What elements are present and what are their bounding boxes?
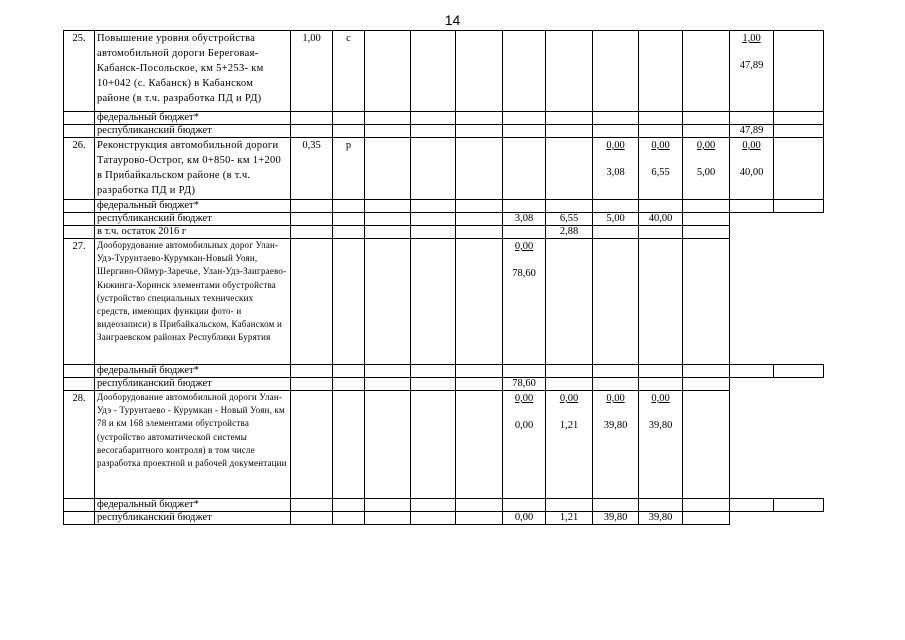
table-row [64, 112, 824, 125]
empty-cell [639, 112, 683, 125]
empty-cell [456, 239, 503, 365]
empty-cell [291, 200, 333, 213]
empty-cell [546, 378, 593, 391]
empty-cell [291, 213, 333, 226]
value-bottom: 5,00 [696, 167, 716, 178]
empty-cell [503, 365, 546, 378]
empty-cell [683, 112, 730, 125]
value-cell [593, 138, 639, 200]
program-table [63, 30, 824, 525]
empty-cell [639, 200, 683, 213]
value-bottom: 3,08 [606, 167, 625, 178]
table-row [64, 365, 824, 378]
empty-cell [64, 365, 95, 378]
empty-cell [503, 138, 546, 200]
work-type-cell: с [333, 31, 365, 112]
empty-cell [365, 391, 411, 499]
value-bottom: 40,00 [739, 167, 764, 178]
empty-cell [546, 138, 593, 200]
empty-cell [546, 499, 593, 512]
empty-cell [456, 499, 503, 512]
empty-cell [593, 378, 639, 391]
empty-cell [411, 239, 456, 365]
empty-cell [411, 112, 456, 125]
table-row [64, 125, 824, 138]
row-number: 26. [64, 138, 95, 200]
value-top: 1,00 [742, 33, 761, 44]
empty-cell [730, 200, 774, 213]
empty-cell [683, 365, 730, 378]
empty-cell [456, 365, 503, 378]
value-top: 0,00 [696, 140, 716, 151]
value-cell: 47,89 [730, 125, 774, 138]
empty-cell [411, 512, 456, 525]
empty-cell [639, 125, 683, 138]
empty-cell [291, 378, 333, 391]
empty-cell [411, 391, 456, 499]
value-cell [503, 239, 546, 365]
table-row [64, 512, 824, 525]
empty-cell [546, 112, 593, 125]
budget-label: в т.ч. остаток 2016 г [95, 226, 291, 239]
empty-cell [333, 499, 365, 512]
empty-cell [64, 226, 95, 239]
empty-cell [411, 125, 456, 138]
page-number: 14 [444, 12, 461, 28]
table-row [64, 239, 824, 365]
empty-cell [411, 365, 456, 378]
empty-cell [333, 200, 365, 213]
empty-cell [593, 239, 639, 365]
empty-cell [411, 499, 456, 512]
budget-label: федеральный бюджет* [95, 112, 291, 125]
empty-cell [593, 226, 639, 239]
table-row [64, 378, 824, 391]
empty-cell [503, 125, 546, 138]
value-top: 0,00 [559, 393, 579, 404]
value-cell: 1,21 [546, 512, 593, 525]
empty-cell [333, 226, 365, 239]
table-row [64, 213, 824, 226]
empty-cell [503, 200, 546, 213]
empty-cell [730, 499, 774, 512]
empty-cell [503, 499, 546, 512]
value-bottom: 78,60 [512, 268, 536, 279]
table-row [64, 226, 824, 239]
empty-cell [593, 365, 639, 378]
empty-cell [291, 125, 333, 138]
empty-cell [411, 200, 456, 213]
value-cell: 78,60 [503, 378, 546, 391]
object-name: Реконструкция автомобильной дороги Татаурово-Острог, км 0+850- км 1+200 в Прибайкальском районе (в т.ч. разработка ПД и РД) [95, 138, 291, 200]
empty-cell [333, 365, 365, 378]
empty-cell [64, 213, 95, 226]
empty-cell [291, 226, 333, 239]
empty-cell [683, 391, 730, 499]
empty-cell [365, 138, 411, 200]
budget-label: республиканский бюджет [95, 512, 291, 525]
empty-cell [64, 200, 95, 213]
object-name: Дооборудование автомобильных дорог Улан-Удэ-Турунтаево-Курумкан-Новый Уоян, Шергино-Оймур-Заречье, Улан-Удэ-Заиграево-Кижинга-Хоринск элементами обустройства (устройство специальных технических средств, имеющих функции фото- и видеозаписи) в Прибайкальском, Кабанском и Заиграевском районах Республики Бурятия [95, 239, 291, 365]
length-cell: 0,35 [291, 138, 333, 200]
empty-cell [333, 213, 365, 226]
empty-cell [456, 512, 503, 525]
empty-cell [456, 112, 503, 125]
value-cell [503, 391, 546, 499]
empty-cell [683, 226, 730, 239]
empty-cell [593, 499, 639, 512]
value-cell: 39,80 [639, 512, 683, 525]
empty-cell [546, 200, 593, 213]
value-cell: 2,88 [546, 226, 593, 239]
empty-cell [333, 391, 365, 499]
empty-cell [365, 112, 411, 125]
empty-cell [333, 378, 365, 391]
empty-cell [456, 378, 503, 391]
empty-cell [411, 138, 456, 200]
empty-cell [456, 125, 503, 138]
value-top: 0,00 [606, 393, 625, 404]
value-bottom: 39,80 [603, 420, 628, 431]
empty-cell [683, 125, 730, 138]
empty-cell [639, 226, 683, 239]
empty-cell [333, 112, 365, 125]
empty-cell [64, 378, 95, 391]
budget-label: федеральный бюджет* [95, 365, 291, 378]
empty-cell [456, 138, 503, 200]
empty-cell [683, 499, 730, 512]
empty-cell [546, 365, 593, 378]
value-top: 0,00 [514, 393, 534, 404]
empty-cell [593, 112, 639, 125]
value-bottom: 0,00 [514, 420, 534, 431]
empty-cell [546, 125, 593, 138]
empty-cell [411, 378, 456, 391]
budget-label: республиканский бюджет [95, 125, 291, 138]
empty-cell [774, 365, 824, 378]
empty-cell [639, 365, 683, 378]
value-cell: 39,80 [593, 512, 639, 525]
value-bottom: 1,21 [559, 420, 579, 431]
value-top: 0,00 [606, 140, 625, 151]
empty-cell [774, 112, 824, 125]
empty-cell [456, 391, 503, 499]
empty-cell [503, 226, 546, 239]
empty-cell [503, 112, 546, 125]
table-row [64, 499, 824, 512]
value-top: 0,00 [651, 393, 670, 404]
empty-cell [593, 200, 639, 213]
empty-cell [683, 378, 730, 391]
empty-cell [291, 499, 333, 512]
empty-cell [365, 499, 411, 512]
value-cell [639, 391, 683, 499]
empty-cell [64, 512, 95, 525]
empty-cell [333, 239, 365, 365]
empty-cell [639, 239, 683, 365]
value-top: 0,00 [514, 241, 534, 252]
empty-cell [546, 239, 593, 365]
empty-cell [365, 226, 411, 239]
value-top: 0,00 [651, 140, 670, 151]
empty-cell [291, 391, 333, 499]
budget-label: республиканский бюджет [95, 213, 291, 226]
budget-label: республиканский бюджет [95, 378, 291, 391]
empty-cell [64, 499, 95, 512]
value-cell [639, 138, 683, 200]
empty-cell [291, 512, 333, 525]
empty-cell [365, 125, 411, 138]
empty-cell [683, 213, 730, 226]
empty-cell [365, 239, 411, 365]
row-number: 27. [64, 239, 95, 365]
empty-cell [639, 378, 683, 391]
empty-cell [730, 365, 774, 378]
empty-cell [456, 226, 503, 239]
value-cell: 40,00 [639, 213, 683, 226]
empty-cell [365, 378, 411, 391]
table-row [64, 138, 824, 200]
empty-cell [411, 213, 456, 226]
work-type-cell: р [333, 138, 365, 200]
empty-cell [683, 512, 730, 525]
empty-cell [683, 200, 730, 213]
value-cell [593, 391, 639, 499]
row-number: 25. [64, 31, 95, 112]
empty-cell [333, 125, 365, 138]
budget-label: федеральный бюджет* [95, 499, 291, 512]
length-cell: 1,00 [291, 31, 333, 112]
budget-label: федеральный бюджет* [95, 200, 291, 213]
value-cell: 5,00 [593, 213, 639, 226]
object-name: Повышение уровня обустройства автомобильной дороги Береговая-Кабанск-Посольское, км 5+253- км 10+042 (с. Кабанск) в Кабанском районе (в т.ч. разработка ПД и РД) [95, 31, 291, 112]
value-cell: 3,08 [503, 213, 546, 226]
empty-cell [365, 365, 411, 378]
empty-cell [774, 499, 824, 512]
table-row [64, 200, 824, 213]
value-cell [730, 138, 774, 200]
empty-cell [456, 213, 503, 226]
empty-cell [683, 239, 730, 365]
value-bottom: 6,55 [651, 167, 670, 178]
empty-cell [365, 200, 411, 213]
table-row [64, 31, 824, 112]
value-cell [730, 31, 774, 112]
empty-cell [291, 365, 333, 378]
empty-cell [365, 213, 411, 226]
empty-cell [774, 125, 824, 138]
row-number: 28. [64, 391, 95, 499]
empty-cell [639, 499, 683, 512]
value-cell [546, 391, 593, 499]
empty-cell [456, 200, 503, 213]
empty-cell [365, 512, 411, 525]
empty-cell [774, 138, 824, 200]
table-row [64, 391, 824, 499]
empty-cell [411, 226, 456, 239]
value-top: 0,00 [742, 140, 761, 151]
empty-cell [333, 512, 365, 525]
empty-cell [291, 112, 333, 125]
value-cell: 0,00 [503, 512, 546, 525]
empty-cell [291, 239, 333, 365]
value-cell: 6,55 [546, 213, 593, 226]
object-name: Дооборудование автомобильной дороги Улан-Удэ - Турунтаево - Курумкан - Новый Уоян, км 78 и км 168 элементами обустройства (устройство автоматической системы весогабаритного контроля) в том числе разработка проектной и рабочей документации [95, 391, 291, 499]
empty-cell [774, 200, 824, 213]
value-cell [683, 138, 730, 200]
empty-cell [593, 125, 639, 138]
empty-cell [730, 112, 774, 125]
value-bottom: 39,80 [648, 420, 673, 431]
value-bottom: 47,89 [739, 60, 764, 71]
